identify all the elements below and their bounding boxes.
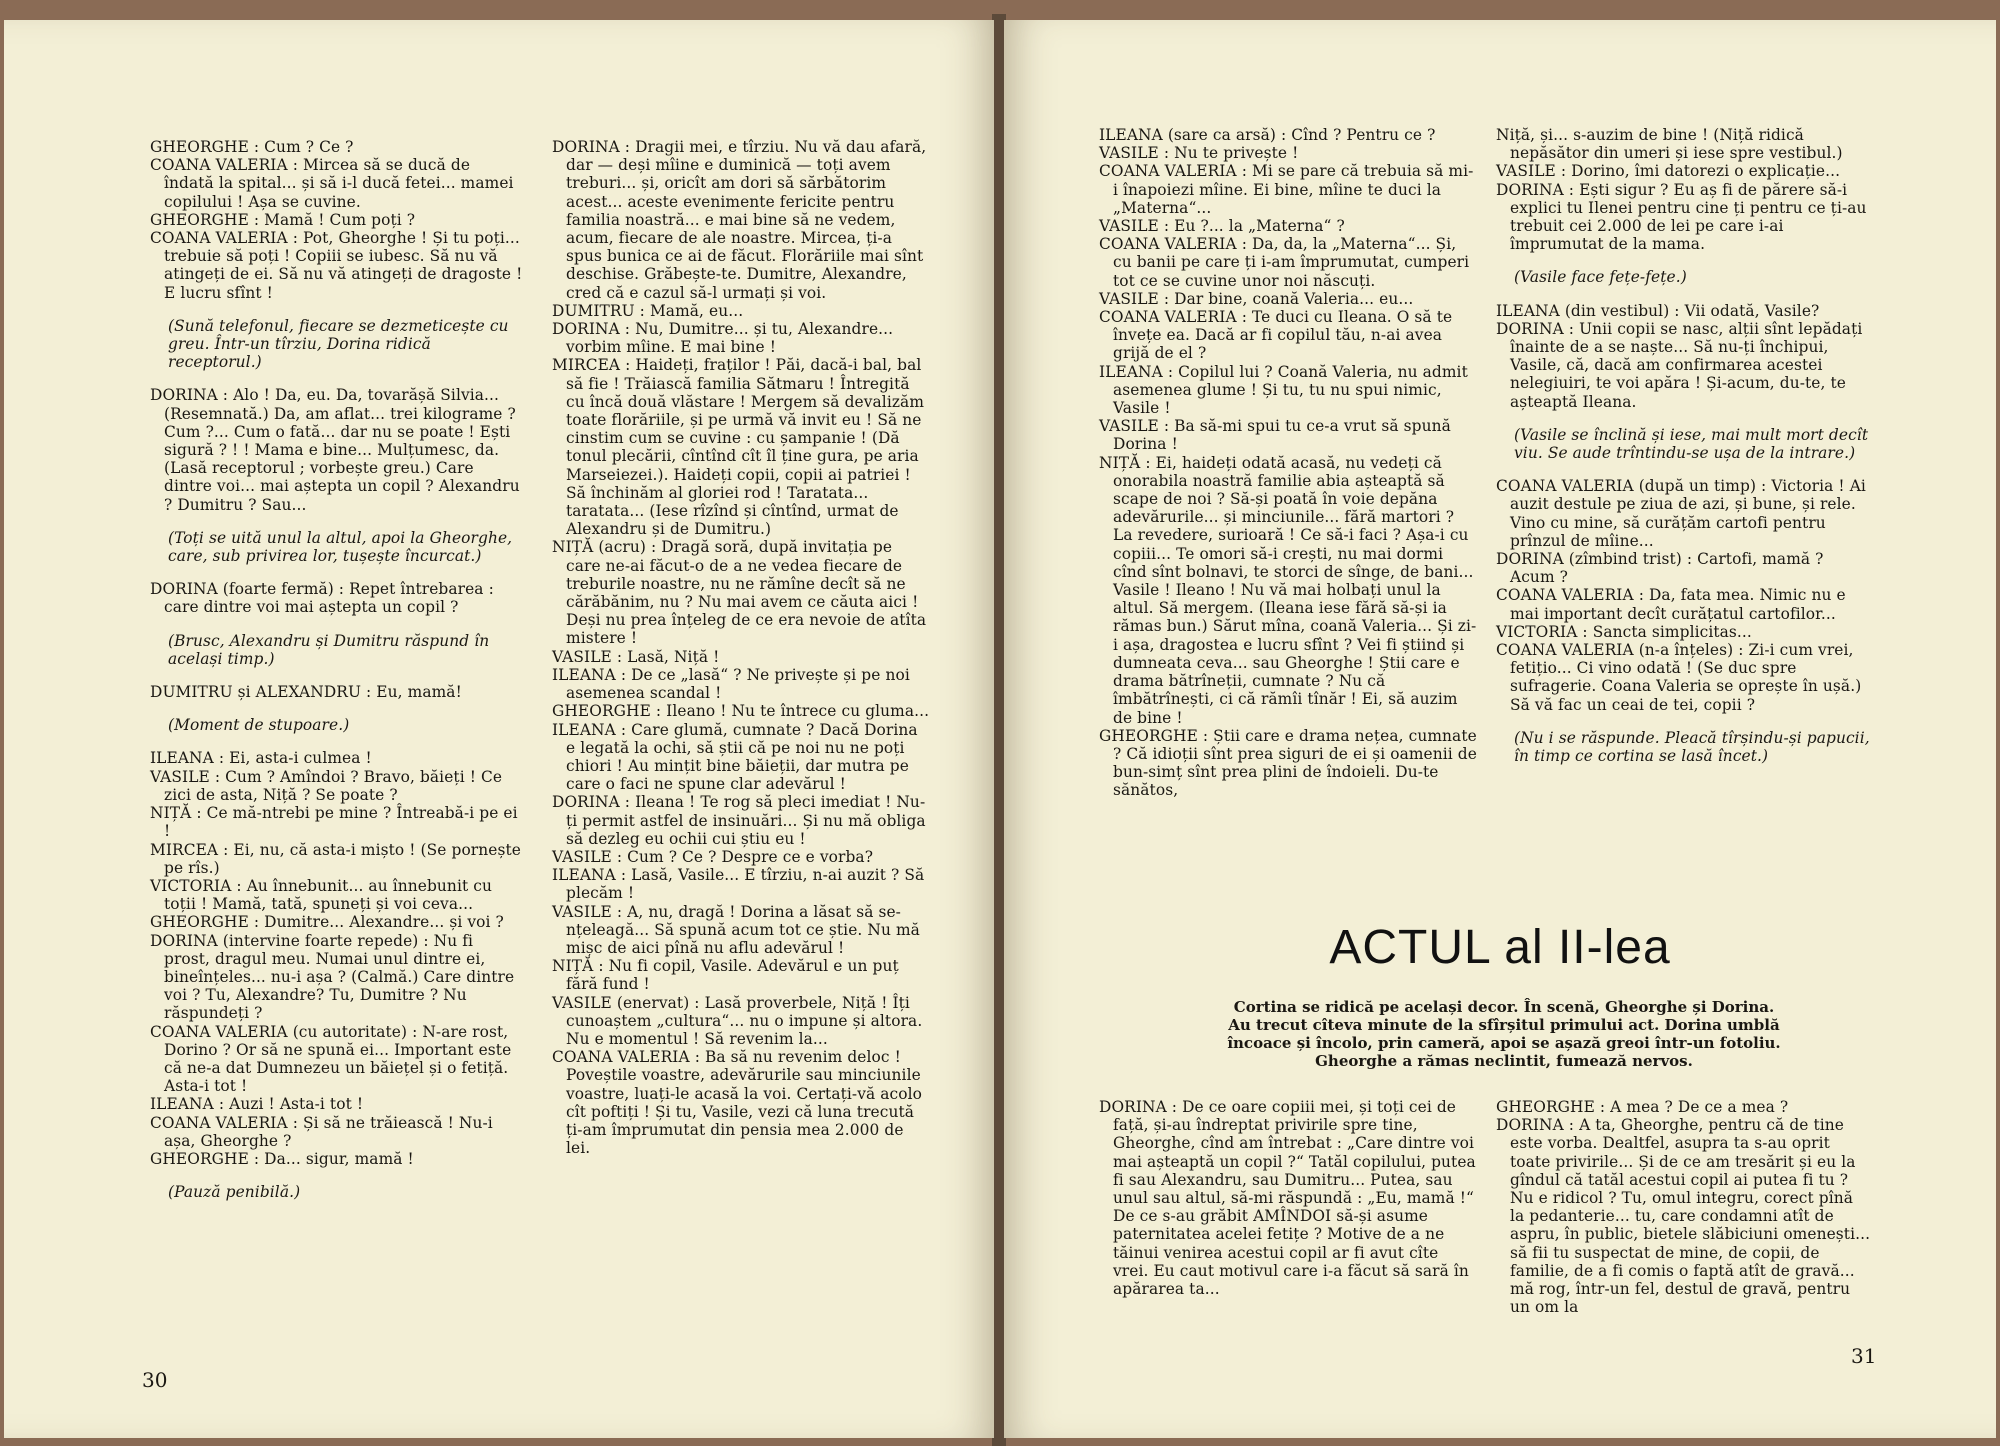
dialogue-line: COANA VALERIA : Ba să nu revenim deloc ! Poveștile voastre, adevărurile sau minciunile voastre, luați-le acasă la voi. Certați-vă acolo cît poftiți ! Și tu, Vasile, vezi că luna trecută ți-am împrumutat din pensia mea 2.000 de lei. xyxy=(552,1048,923,1158)
page-number: 31 xyxy=(1851,1344,1877,1368)
dialogue-line: DORINA : Dragii mei, e tîrziu. Nu vă dau afară, dar — deși mîine e duminică — toți avem treburi... și, oricît am dori să sărbătorim acest... aceste evenimente fericite pentru familia noastră... e mai bine să ne vedem, acum, fiecare de ale noastre. Mircea, ți-a spus bunica ce ai de făcut. Florăriile mai sînt deschise. Grăbește-te. Dumitre, Alexandre, cred că e cazul să-l urmați și voi. xyxy=(552,138,927,302)
dialogue-line: ILEANA : Ei, asta-i culmea ! xyxy=(150,749,372,768)
dialogue-line: GHEORGHE : Ileano ! Nu te întrece cu gluma... xyxy=(552,702,930,721)
dialogue-line: ILEANA : De ce „lasă“ ? Ne privește și pe noi asemenea scandal ! xyxy=(552,665,910,703)
left-page xyxy=(4,20,994,1438)
stage-direction: (Toți se uită unul la altul, apoi la Gheorghe, care, sub privirea lor, tușește încurcat.) xyxy=(168,528,513,566)
dialogue-line: VASILE : Eu ?... la „Materna“ ? xyxy=(1099,217,1345,236)
dialogue-line: GHEORGHE : Dumitre... Alexandre... și voi ? xyxy=(150,913,504,932)
dialogue-line: ILEANA : Care glumă, cumnate ? Dacă Dorina e legată la ochi, să știi că pe noi nu ne poți chiori ! Au mințit bine băieții, dar mutra pe care o faci ne spune clar adevărul ! xyxy=(552,720,918,794)
dialogue-line: COANA VALERIA : Te duci cu Ileana. O să te învețe ea. Dacă ar fi copilul tău, n-ai avea grijă de el ? xyxy=(1099,308,1453,363)
dialogue-line: COANA VALERIA : Da, fata mea. Nimic nu e mai important decît curățatul cartofilor... xyxy=(1496,586,1846,623)
dialogue-line: MIRCEA : Ei, nu, că asta-i mișto ! (Se pornește pe rîs.) xyxy=(150,840,521,877)
dialogue-line: DORINA : A ta, Gheorghe, pentru că de tine este vorba. Dealtfel, asupra ta s-au oprit toate privirile... Și de ce am tresărit și eu la gîndul că tatăl acestui copil ai putea fi tu ? Nu e ridicol ? Tu, omul integru, corect pînă la pedanterie... tu, care condamni atît de aspru, în public, bietele slăbiciuni omenești... să fii tu suspectat de mine, de copii, de familie, de a fi comis o faptă atît de gravă... mă rog, într-un fel, destul de gravă, pentru un om la xyxy=(1496,1116,1871,1317)
stage-direction: (Nu i se răspunde. Pleacă tîrșindu-și papucii, în timp ce cortina se lasă încet.) xyxy=(1514,728,1870,766)
stage-direction: (Brusc, Alexandru și Dumitru răspund în același timp.) xyxy=(168,631,490,668)
dialogue-line: VASILE : Cum ? Amîndoi ? Bravo, băieți ! Ce zici de asta, Niță ? Se poate ? xyxy=(150,767,503,804)
dialogue-line: COANA VALERIA : Mi se pare că trebuia să mi-i înapoiezi mîine. Ei bine, mîine te duci la „Materna“... xyxy=(1099,162,1474,217)
dialogue-line: GHEORGHE : A mea ? De ce a mea ? xyxy=(1496,1098,1789,1116)
dialogue-line: VICTORIA : Sancta simplicitas... xyxy=(1496,622,1752,641)
dialogue-line: ILEANA (sare ca arsă) : Cînd ? Pentru ce ? xyxy=(1099,126,1436,144)
dialogue-line: DORINA : Nu, Dumitre... și tu, Alexandre... vorbim mîine. E mai bine ! xyxy=(552,320,894,357)
dialogue-line: VASILE : Dorino, îmi datorezi o explicație... xyxy=(1496,162,1841,181)
dialogue-line: COANA VALERIA : Mircea să se ducă de îndată la spital... și să i-l ducă fetei... mamei copilului ! Așa se cuvine. xyxy=(150,156,514,211)
right-column-4 xyxy=(1496,1098,1871,1316)
dialogue-line: NIȚĂ : Ei, haideți odată acasă, nu vedeți că onorabila noastră familie abia așteaptă să scape de noi ? Să-și poată în voie depăna adevărurile... și minciunile... fără martori ? La revedere, surioară ! Ce să-i faci ? Așa-i cu copiii... Te omori să-i crești, nu mai dormi cînd sînt bolnavi, te storci de sînge, de bani... Vasile ! Ileano ! Nu vă mai holbați unul la altul. Să mergem. (Ileana iese fără să-și ia rămas bun.) Sărut mîna, coană Valeria... Și zi-i așa, dragostea e lucru sfînt ? Vei fi știind și dumneata ceva... sau Gheorghe ! Știi care e drama bătrîneții, cumnate ? Nu că îmbătrînești, ci că rămîi tînăr ! Ei, să auzim de bine ! xyxy=(1099,453,1477,727)
dialogue-line: NIȚĂ (acru) : Dragă soră, după invitația pe care ne-ai făcut-o de a ne vedea fiecare de treburile noastre, nu ne rămîne decît să ne cărăbănim, nu ? Nu mai avem ce căuta aici ! Deși nu prea înțeleg de ce era nevoie de atîta mistere ! xyxy=(552,538,927,648)
dialogue-line: Niță, și... s-auzim de bine ! (Niță ridică nepăsător din umeri și iese spre vestibul.) xyxy=(1496,126,1843,163)
dialogue-line: VASILE : Dar bine, coană Valeria... eu... xyxy=(1099,289,1414,308)
page-number: 30 xyxy=(142,1368,168,1392)
act-title: ACTUL al II-lea xyxy=(1329,921,1671,974)
dialogue-line: VICTORIA : Au înnebunit... au înnebunit cu toții ! Mamă, tată, spuneți și voi ceva... xyxy=(150,876,492,914)
right-column-2 xyxy=(1496,126,1871,780)
dialogue-line: DORINA : Ileana ! Te rog să pleci imediat ! Nu-ți permit astfel de insinuări... Și nu mă obliga să dezleg eu ochii cui știu eu ! xyxy=(552,793,926,848)
dialogue-line: NIȚĂ : Ce mă-ntrebi pe mine ? Întreabă-i pe ei ! xyxy=(150,804,518,841)
stage-direction: (Moment de stupoare.) xyxy=(168,716,350,735)
right-column-1 xyxy=(1099,126,1477,800)
dialogue-line: DORINA : Alo ! Da, eu. Da, tovarășă Silvia... (Resemnată.) Da, am aflat... trei kilograme ? Cum ?... Cum o fată... dar nu se poate ! Ești sigură ? ! ! Mama e bine... Mulțumesc, da. (Lasă receptorul ; vorbește greu.) Care dintre voi... mai aștepta un copil ? Alexandru ? Dumitru ? Sau... xyxy=(150,386,520,514)
dialogue-line: COANA VALERIA (după un timp) : Victoria ! Ai auzit destule pe ziua de azi, și bune, și rele. Vino cu mine, să curățăm cartofi pentru prînzul de mîine... xyxy=(1496,477,1866,550)
dialogue-line: DORINA (foarte fermă) : Repet întrebarea : care dintre voi mai aștepta un copil ? xyxy=(150,580,494,617)
dialogue-line: DORINA (intervine foarte repede) : Nu fi prost, dragul meu. Numai unul dintre ei, bineînțeles... nu-i așa ? (Calmă.) Care dintre voi ? Tu, Alexandre? Tu, Dumitre ? Nu răspundeți ? xyxy=(150,931,515,1023)
dialogue-line: VASILE : Nu te privește ! xyxy=(1099,144,1299,163)
dialogue-line: DUMITRU și ALEXANDRU : Eu, mamă! xyxy=(150,683,462,702)
dialogue-line: DORINA : Unii copii se nasc, alții sînt lepădați înainte de a se naște... Să nu-ți închipui, Vasile, că, dacă am confirmarea acestei nelegiuiri, te voi apăra ! Și-acum, du-te, te așteaptă Ileana. xyxy=(1496,319,1863,411)
stage-direction: (Pauză penibilă.) xyxy=(168,1183,301,1202)
dialogue-line: DUMITRU : Mamă, eu... xyxy=(552,301,744,320)
stage-direction: (Sună telefonul, fiecare se dezmeticește cu greu. Într-un tîrziu, Dorina ridică receptorul.) xyxy=(168,316,509,372)
dialogue-line: DORINA : Ești sigur ? Eu aș fi de părere să-i explici tu Ilenei pentru cine ți pentru ce ți-au trebuit cei 2.000 de lei pe care i-ai împrumutat de la mama. xyxy=(1496,180,1867,254)
dialogue-line: GHEORGHE : Da... sigur, mamă ! xyxy=(150,1149,414,1168)
dialogue-line: VASILE : Lasă, Niță ! xyxy=(552,647,720,666)
dialogue-line: VASILE : A, nu, dragă ! Dorina a lăsat să se-nțeleagă... Să spună acum tot ce știe. Nu mă mișc de aici pînă nu aflu adevărul ! xyxy=(552,902,920,957)
stage-direction: (Vasile face fețe-fețe.) xyxy=(1514,268,1687,287)
dialogue-line: VASILE : Cum ? Ce ? Despre ce e vorba? xyxy=(552,847,874,866)
dialogue-line: DORINA : De ce oare copiii mei, și toți cei de față, și-au îndreptat privirile spre tine, Gheorghe, cînd am întrebat : „Care dintre voi mai așteaptă un copil ?“ Tatăl copilului, putea fi sau Alexandru, sau Dumitru... Putea, sau unul sau altul, să-mi răspundă : „Eu, mamă !“ De ce s-au grăbit AMÎNDOI să-și asume paternitatea acelei fetițe ? Motive de a ne tăinui venirea acestui copil ar fi avut cîte vrei. Eu caut motivul care i-a făcut să sară în apărarea ta... xyxy=(1099,1098,1476,1299)
dialogue-line: ILEANA : Copilul lui ? Coană Valeria, nu admit asemenea glume ! Și tu, tu nu spui nimic, Vasile ! xyxy=(1099,362,1468,418)
dialogue-line: GHEORGHE : Mamă ! Cum poți ? xyxy=(150,210,416,229)
dialogue-line: ILEANA : Auzi ! Asta-i tot ! xyxy=(150,1095,364,1114)
dialogue-line: ILEANA (din vestibul) : Vii odată, Vasile? xyxy=(1496,301,1820,320)
dialogue-line: COANA VALERIA : Pot, Gheorghe ! Și tu poți... trebuie să poți ! Copiii se iubesc. Să nu vă atingeți de ei. Să nu vă atingeți de dragoste ! E lucru sfînt ! xyxy=(150,229,523,302)
dialogue-line: COANA VALERIA : Și să ne trăiească ! Nu-i așa, Gheorghe ? xyxy=(150,1113,493,1150)
dialogue-line: GHEORGHE : Știi care e drama nețea, cumnate ? Că idioții sînt prea siguri de ei și oamenii de bun-simț sînt prea plini de îndoieli. Du-te sănătos, xyxy=(1099,726,1477,800)
dialogue-line: VASILE : Ba să-mi spui tu ce-a vrut să spună Dorina ! xyxy=(1099,417,1451,454)
stage-direction: (Vasile se înclină și iese, mai mult mort decît viu. Se aude trîntindu-se ușa de la intrare.) xyxy=(1514,425,1869,463)
left-column-2 xyxy=(552,138,930,1157)
right-page xyxy=(1004,20,1996,1438)
dialogue-line: COANA VALERIA (cu autoritate) : N-are rost, Dorino ? Or să ne spună ei... Important este că ne-a dat Dumnezeu un băiețel și o fetiță. Asta-i tot ! xyxy=(150,1022,512,1096)
dialogue-line: VASILE (enervat) : Lasă proverbele, Niță ! Îți cunoaștem „cultura“... nu o impune și altora. Nu e momentul ! Să revenim la... xyxy=(552,993,923,1048)
dialogue-line: NIȚĂ : Nu fi copil, Vasile. Adevărul e un puț fără fund ! xyxy=(552,957,899,994)
dialogue-line: ILEANA : Lasă, Vasile... E tîrziu, n-ai auzit ? Să plecăm ! xyxy=(552,866,925,903)
dialogue-line: COANA VALERIA (n-a înțeles) : Zi-i cum vrei, fetițio... Ci vino odată ! (Se duc spre sufragerie. Coana Valeria se oprește în ușă.) Să vă fac un ceai de tei, copii ? xyxy=(1496,641,1862,714)
dialogue-line: GHEORGHE : Cum ? Ce ? xyxy=(150,138,354,156)
act-stage-direction: Cortina se ridică pe același decor. În scenă, Gheorghe și Dorina. Au trecut cîteva minute de la sfîrșitul primului act. Dorina umblă încoace și încolo, prin cameră, apoi se așază greoi într-un fotoliu. Gheorghe a rămas neclintit, fumează nervos. xyxy=(1227,998,1781,1070)
left-column-1 xyxy=(150,138,524,1216)
dialogue-line: DORINA (zîmbind trist) : Cartofi, mamă ? Acum ? xyxy=(1496,550,1824,587)
right-column-3 xyxy=(1099,1098,1477,1298)
dialogue-line: MIRCEA : Haideți, fraților ! Păi, dacă-i bal, bal să fie ! Trăiască familia Sătmaru ! Întregită cu încă două vlăstare ! Mergem să devalizăm toate florăriile, și pe urmă vă invit eu ! Să ne cinstim cum se cuvine : cu șampanie ! (Dă tonul plecării, cîntînd cît îl ține gura, pe aria Marseiezei.). Haideți copii, copii ai patriei ! Să închinăm al gloriei rod ! Taratata... taratata... (Iese rîzînd și cîntînd, urmat de Alexandru și de Dumitru.) xyxy=(552,356,925,539)
dialogue-line: COANA VALERIA : Da, da, la „Materna“... Și, cu banii pe care ți i-am împrumutat, cumperi tot ce se cuvine unor noi născuți. xyxy=(1099,235,1470,290)
